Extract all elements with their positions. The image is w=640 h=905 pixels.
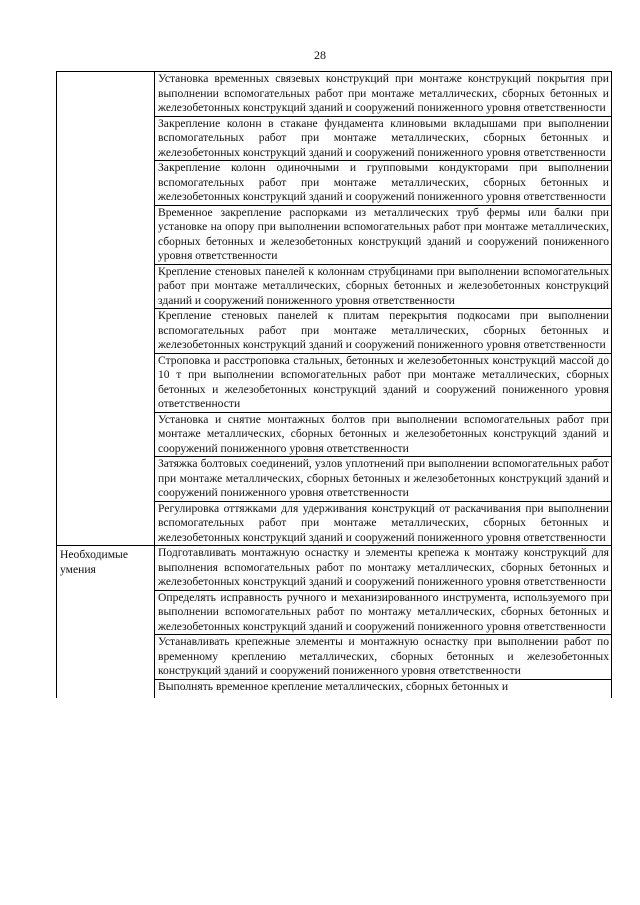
table-cell: Подготавливать монтажную оснастку и элементы крепежа к монтажу конструкций для выполнения вспомогательных работ по монтажу металлических, сборных бетонных и железобетонных конструкций зданий и сооружений пониженного уровня ответственности: [155, 546, 612, 591]
table-row: [57, 546, 612, 591]
table-cell: Регулировка оттяжками для удерживания конструкций от раскачивания при выполнении вспомогательных работ при монтаже металлических, сборных бетонных и железобетонных конструкций зданий и сооружений пониженного уровня ответственности: [155, 501, 612, 546]
page-number: 28: [314, 48, 326, 62]
section-label-skills: Необходимые умения: [57, 546, 155, 698]
table-cell: Временное закрепление распорками из металлических труб фермы или балки при установке на опору при выполнении вспомогательных работ при монтаже металлических, сборных бетонных и железобетонных конструкций зданий и сооружений пониженного уровня ответственности: [155, 205, 612, 264]
table-cell: Установка и снятие монтажных болтов при выполнении вспомогательных работ при монтаже металлических, сборных бетонных и железобетонных конструкций зданий и сооружений пониженного уровня ответственности: [155, 412, 612, 457]
table-cell: Устанавливать крепежные элементы и монтажную оснастку при выполнении работ по временному креплению металлических, сборных бетонных и железобетонных конструкций зданий и сооружений пониженного уровня ответственности: [155, 635, 612, 680]
table-cell: Строповка и расстроповка стальных, бетонных и железобетонных конструкций массой до 10 т при выполнении вспомогательных работ при монтаже металлических, сборных бетонных и железобетонных конструкций зданий и сооружений пониженного уровня ответственности: [155, 353, 612, 412]
table-cell: Закрепление колонн в стакане фундамента клиновыми вкладышами при выполнении вспомогательных работ при монтаже металлических, сборных бетонных и железобетонных конструкций зданий и сооружений пониженного уровня ответственности: [155, 116, 612, 161]
competency-table: [56, 71, 612, 698]
table-cell: Крепление стеновых панелей к плитам перекрытия подкосами при выполнении вспомогательных работ при монтаже металлических, сборных бетонных и железобетонных конструкций зданий и сооружений пониженного уровня ответственности: [155, 309, 612, 354]
table-cell: Выполнять временное крепление металлических, сборных бетонных и: [155, 679, 612, 698]
table-cell: Установка временных связевых конструкций при монтаже конструкций покрытия при выполнении вспомогательных работ при монтаже металлических, сборных бетонных и железобетонных конструкций зданий и сооружений пониженного уровня ответственности: [155, 72, 612, 117]
table-cell: Затяжка болтовых соединений, узлов уплотнений при выполнении вспомогательных работ при монтаже металлических, сборных бетонных и железобетонных конструкций зданий и сооружений пониженного уровня ответственности: [155, 457, 612, 502]
section-label-actions: [57, 72, 155, 546]
table-cell: Определять исправность ручного и механизированного инструмента, используемого при выполнении вспомогательных работ по монтажу металлических, сборных бетонных и железобетонных конструкций зданий и сооружений пониженного уровня ответственности: [155, 590, 612, 635]
table-cell: Закрепление колонн одиночными и групповыми кондукторами при выполнении вспомогательных работ при монтаже металлических, сборных бетонных и железобетонных конструкций зданий и сооружений пониженного уровня ответственности: [155, 161, 612, 206]
table-row: [57, 72, 612, 117]
table-cell: Крепление стеновых панелей к колоннам струбцинами при выполнении вспомогательных работ при монтаже металлических, сборных бетонных и железобетонных конструкций зданий и сооружений пониженного уровня ответственности: [155, 264, 612, 309]
